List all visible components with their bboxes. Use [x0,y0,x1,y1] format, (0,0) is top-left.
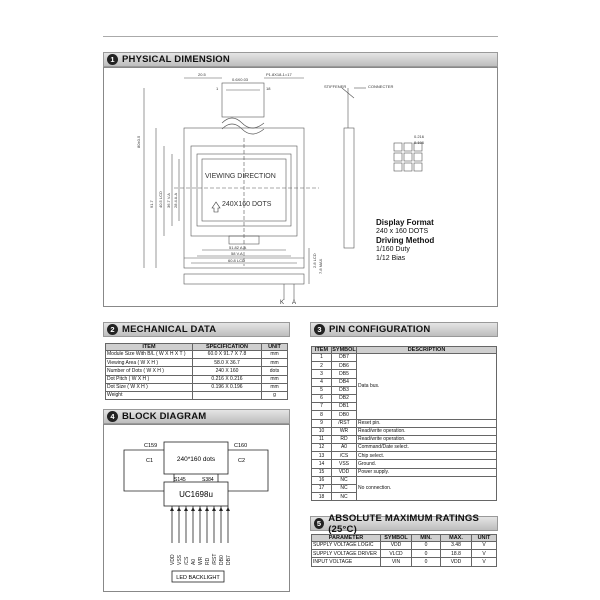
cell: 18 [312,493,332,501]
cell: DB5 [332,370,357,378]
cell: 5 [312,386,332,394]
section-number: 3 [314,324,325,335]
cell: SUPPLY VOLTAGE LOGIC [312,542,381,550]
cell: mm [262,359,288,367]
table-row [312,542,497,550]
top-rule [103,36,498,37]
section-number: 2 [107,324,118,335]
lead-a-label: A [292,300,297,306]
physical-dimension-panel [103,67,498,307]
mechanical-data-table [105,343,288,400]
cell: RD [332,435,357,443]
cell: 0.196 X 0.196 [193,383,262,391]
col-item: ITEM [106,344,193,351]
cell: VIN [381,558,412,566]
backlight-label: LED BACKLIGHT [176,575,220,581]
col-unit: UNIT [472,535,497,542]
cell: 9 [312,419,332,427]
cell: V [472,558,497,566]
pitch-label-2: 0.196 [414,140,425,145]
cell: 6 [312,394,332,402]
dim-top-left: 20.5 [198,72,206,77]
arrow-up-icon [212,202,220,212]
cell: WR [332,427,357,435]
col-min: MIN. [412,535,441,542]
signal-db7: DB7 [226,555,232,565]
pin-1-label: 1 [216,86,219,91]
cell: 3 [312,370,332,378]
display-format-value: 240 x 160 DOTS [376,228,429,235]
controller-label: UC1698u [179,490,213,499]
col-item: ITEM [312,347,332,354]
dim-right-2: 7.8 MAX [318,258,323,274]
pin-configuration-table [311,346,497,501]
physical-dimension-header [103,52,498,67]
cell: DB7 [332,354,357,362]
table-row [312,452,497,460]
cell: DB1 [332,403,357,411]
pin-18-label: 18 [266,86,271,91]
table-row [312,427,497,435]
pitch-label-1: 0.216 [414,134,425,139]
cell: 240 X 160 [193,367,262,375]
cell: V [472,542,497,550]
signal-cs: /CS [184,556,190,565]
side-view-bottom [184,274,304,284]
table-row [312,550,497,558]
cell: 13 [312,452,332,460]
cell: 60.0 X 91.7 X 7.8 [193,351,262,359]
cell: No connection. [357,476,497,501]
table-row [312,435,497,443]
cell: mm [262,383,288,391]
cell: 3.48 [441,542,472,550]
connecter-label: CONNECTER [368,84,394,89]
pixel-detail [394,143,422,171]
side-view-right [344,128,354,248]
block-diagram [104,425,289,591]
cell: Data bus. [357,354,497,420]
table-row [106,359,288,367]
cell: 8 [312,411,332,419]
cell: Dot Size ( W X H ) [106,383,193,391]
viewing-direction-label: VIEWING DIRECTION [205,173,276,180]
cell: 12 [312,444,332,452]
cell: A0 [332,444,357,452]
signal-a0: A0 [191,558,197,565]
cell: Weight [106,391,193,399]
cell: VDD [332,468,357,476]
dim-bottom-3: 60.8 LCD [228,258,245,263]
driving-method-title: Driving Method [376,236,435,245]
pin-configuration-header [310,322,498,337]
block-diagram-header [103,409,290,424]
stiffener-label: STIFFENER [324,84,347,89]
block-diagram-panel [103,424,290,592]
cell: DB2 [332,394,357,402]
cell: V [472,550,497,558]
cell: DB4 [332,378,357,386]
table-row [106,391,288,399]
cell [193,391,262,399]
s384-label: S384 [202,477,214,483]
cell: 0 [412,558,441,566]
cell: NC [332,476,357,484]
dim-bottom-2: 58 V.A [231,251,243,256]
cell: mm [262,351,288,359]
lead-k-label: K [280,300,285,306]
cell: NC [332,493,357,501]
col-unit: UNIT [262,344,288,351]
dim-right-1: 2.8 LCD [312,253,317,268]
cell: 11 [312,435,332,443]
cell: Module Size With B/L ( W X H X T ) [106,351,193,359]
signal-vdd: VDD [170,554,176,565]
table-row [312,468,497,476]
c2-bus [228,450,268,491]
c160-label: C160 [234,443,248,449]
cell: VDD [381,542,412,550]
c1-label: C1 [146,458,154,464]
dim-left-5: 28.4 A.A [173,192,178,208]
cell: 7 [312,403,332,411]
cell: SUPPLY VOLTAGE DRIVER [312,550,381,558]
s145-label: S145 [174,477,186,483]
table-row [312,419,497,427]
dim-top-mid: 0.6X0.03 [232,77,249,82]
display-format [376,218,434,263]
col-symbol: SYMBOL [381,535,412,542]
fpc-break-2 [222,124,264,134]
table-row [312,558,497,566]
cell: Power supply. [357,468,497,476]
cell: DB6 [332,362,357,370]
cell: DB3 [332,386,357,394]
mechanical-data-header [103,322,290,337]
table-row [312,354,497,362]
cell: NC [332,485,357,493]
section-number: 1 [107,54,118,65]
section-number: 4 [107,411,118,422]
cell: 0 [412,550,441,558]
dimension-drawing [104,68,497,306]
cell: VDD [441,558,472,566]
cell: 58.0 X 36.7 [193,359,262,367]
table-row [312,476,497,484]
signal-wr: WR [198,556,204,565]
cell: dots [262,367,288,375]
cell: 16 [312,476,332,484]
section-title: PIN CONFIGURATION [329,324,431,335]
signal-rst: /RST [212,553,218,565]
duty-value: 1/160 Duty [376,246,410,253]
dim-top-right: P1.8X18-1=17 [266,72,292,77]
cell: 10 [312,427,332,435]
table-row [106,375,288,383]
section-title: PHYSICAL DIMENSION [122,54,230,65]
table-row [312,444,497,452]
fpc-break [222,118,264,128]
cell: mm [262,375,288,383]
signal-vss: VSS [177,554,183,565]
cell: VLCD [381,550,412,558]
cell: /CS [332,452,357,460]
cell: Number of Dots ( W X H ) [106,367,193,375]
cell: Reset pin. [357,419,497,427]
cell: VSS [332,460,357,468]
panel-label: 240*160 dots [176,456,216,463]
signal-arrows [170,507,230,511]
cell: 4 [312,378,332,386]
table-row [106,367,288,375]
absolute-ratings-header [310,512,498,535]
cell: Viewing Area ( W X H ) [106,359,193,367]
cell: Command/Date select. [357,444,497,452]
col-specification: SPECIFICATION [193,344,262,351]
cell: INPUT VOLTAGE [312,558,381,566]
absolute-ratings-table [311,534,497,567]
col-symbol: SYMBOL [332,347,356,353]
section-title: ABSOLUTE MAXIMUM RATINGS (25°C) [328,512,479,535]
cell: Ground. [357,460,497,468]
cell: 17 [312,485,332,493]
section-title: MECHANICAL DATA [122,324,217,335]
dim-left-1: 80±0.5 [136,135,141,148]
signal-db0: DB0 [219,555,225,565]
cell: Chip select. [357,452,497,460]
col-parameter: PARAMETER [312,535,381,542]
cell: DB0 [332,411,357,419]
table-row [106,383,288,391]
c2-label: C2 [238,458,246,464]
cell: Read/write operation. [357,435,497,443]
cell: 0.216 X 0.216 [193,375,262,383]
cell: 2 [312,362,332,370]
c159-label: C159 [144,443,158,449]
dots-label: 240X160 DOTS [222,201,272,208]
table-row [106,351,288,359]
dim-left-3: 40.5 LCD [158,191,163,208]
cell: 14 [312,460,332,468]
cell: 0 [412,542,441,550]
cell: 15 [312,468,332,476]
dim-left-2: 91.7 [149,200,154,208]
section-title: BLOCK DIAGRAM [122,411,207,422]
section-number: 5 [314,518,324,529]
cell: /RST [332,419,357,427]
table-row [312,460,497,468]
dim-bottom-1: 51.82 A.A [229,245,247,250]
signal-rd: RD [205,557,211,565]
col-max: MAX. [441,535,472,542]
signal-lines [172,506,228,543]
cell: g [262,391,288,399]
dim-left-4: 36.7 V.A [166,193,171,208]
cell: Read/write operation. [357,427,497,435]
c1-bus [124,450,164,491]
bias-value: 1/12 Bias [376,255,406,262]
cell: 1 [312,354,332,362]
cell: 18.8 [441,550,472,558]
display-format-title: Display Format [376,218,434,227]
col-description: DESCRIPTION [357,347,497,354]
cell: Dot Pitch ( W X H ) [106,375,193,383]
fpc-connector [222,83,264,117]
